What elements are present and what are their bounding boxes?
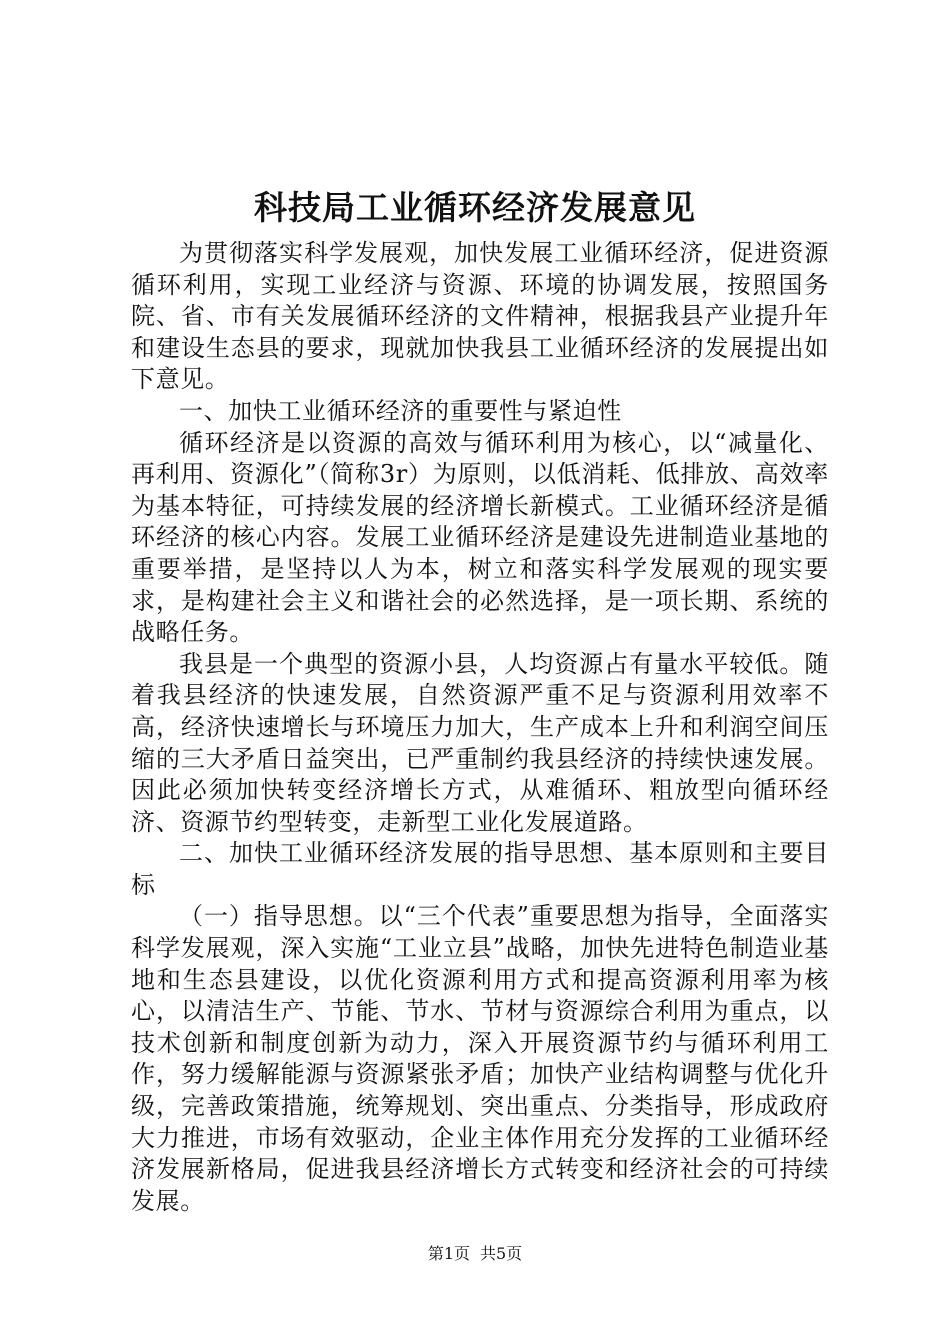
page-total: 共5页 <box>480 1244 523 1263</box>
paragraph-importance: 循环经济是以资源的高效与循环利用为核心，以“减量化、再利用、资源化”（简称3r）为原则，以低消耗、低排放、高效率为基本特征，可持续发展的经济增长新模式。工业循环经济是循环经济的核心内容。发展工业循环经济是建设先进制造业基地的重要举措，是坚持以人为本，树立和落实科学发展观的现实要求，是构建社会主义和谐社会的必然选择，是一项长期、系统的战略任务。 <box>131 428 829 647</box>
section-heading-2: 二、加快工业循环经济发展的指导思想、基本原则和主要目标 <box>131 839 829 899</box>
section-heading-1: 一、加快工业循环经济的重要性与紧迫性 <box>179 396 622 425</box>
paragraph-guiding-thought: （一）指导思想。以“三个代表”重要思想为指导，全面落实科学发展观，深入实施“工业立县”战略，加快先进特色制造业基地和生态县建设，以优化资源利用方式和提高资源利用率为核心，以清洁生产、节能、节水、节材与资源综合利用为重点，以技术创新和制度创新为动力，深入开展资源节约与循环利用工作，努力缓解能源与资源紧张矛盾；加快产业结构调整与优化升级，完善政策措施，统筹规划、突出重点、分类指导，形成政府大力推进，市场有效驱动，企业主体作用充分发挥的工业循环经济发展新格局，促进我县经济增长方式转变和经济社会的可持续发展。 <box>131 902 829 1215</box>
page-number: 第1页 <box>427 1244 470 1263</box>
document-body <box>131 238 829 1217</box>
paragraph-county-situation: 我县是一个典型的资源小县，人均资源占有量水平较低。随着我县经济的快速发展，自然资源严重不足与资源利用效率不高，经济快速增长与环境压力加大，生产成本上升和利润空间压缩的三大矛盾日益突出，已严重制约我县经济的持续快速发展。因此必须加快转变经济增长方式，从难循环、粗放型向循环经济、资源节约型转变，走新型工业化发展道路。 <box>131 649 829 836</box>
page-footer <box>0 1243 950 1265</box>
document-title: 科技局工业循环经济发展意见 <box>254 188 696 227</box>
paragraph-intro: 为贯彻落实科学发展观，加快发展工业循环经济，促进资源循环利用，实现工业经济与资源、环境的协调发展，按照国务院、省、市有关发展循环经济的文件精神，根据我县产业提升年和建设生态县的要求，现就加快我县工业循环经济的发展提出如下意见。 <box>131 239 829 394</box>
